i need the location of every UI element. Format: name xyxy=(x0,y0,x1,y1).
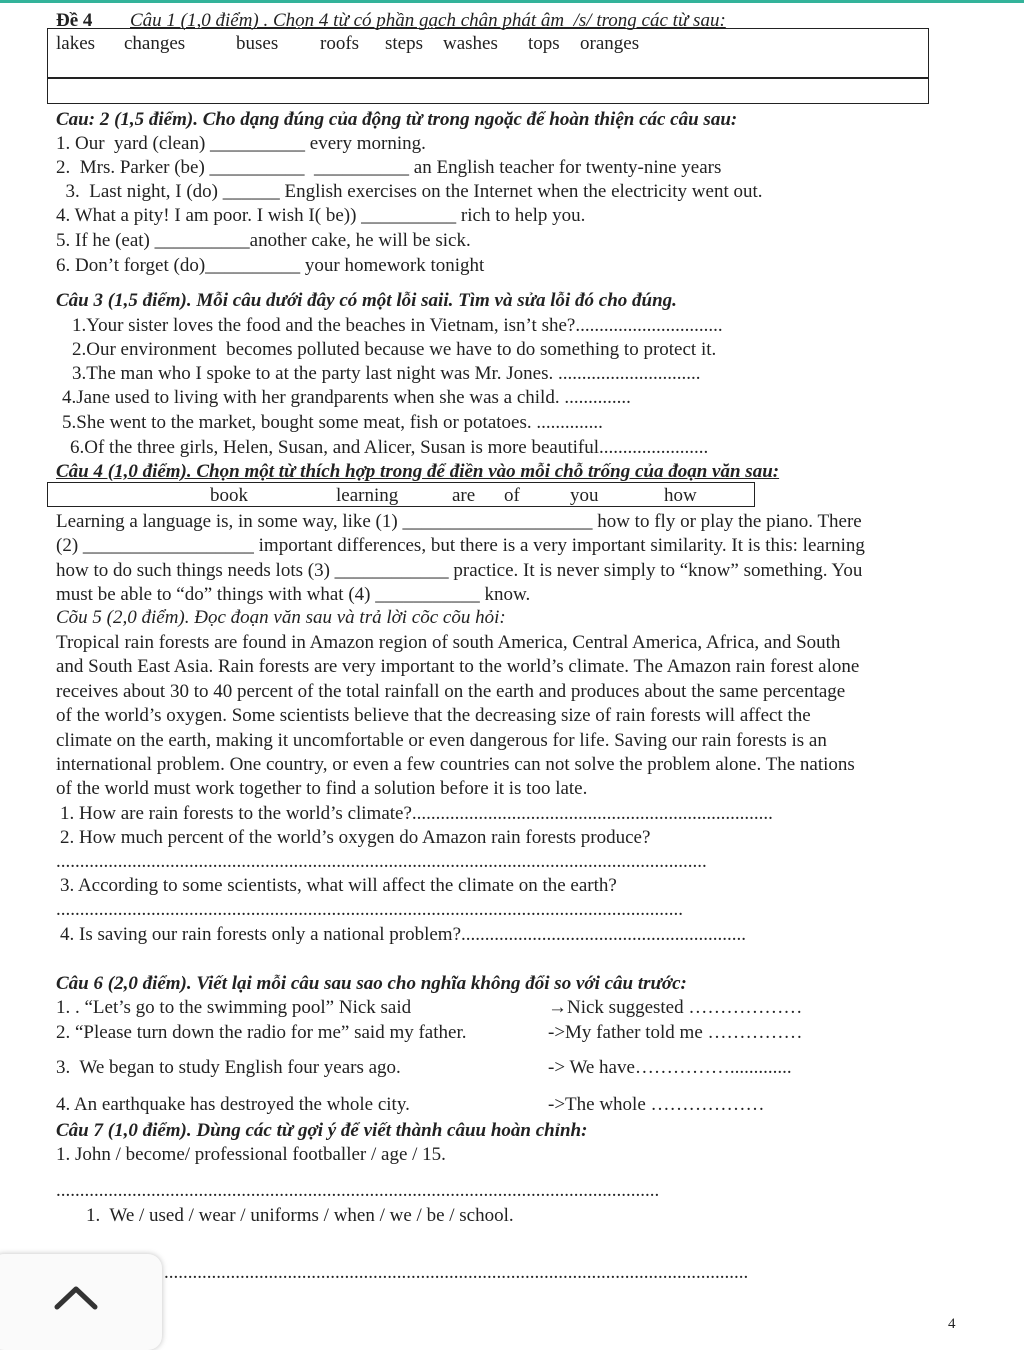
q2-item: 2. Mrs. Parker (be) __________ __________ an English teacher for twenty-nine years xyxy=(56,157,722,178)
q1-word: oranges xyxy=(580,33,640,54)
q6-sentence: 4. An earthquake has destroyed the whole city. xyxy=(56,1094,410,1115)
q3-item: 1.Your sister loves the food and the beaches in Vietnam, isn’t she?............................... xyxy=(72,315,723,336)
q1-word: washes xyxy=(443,33,498,54)
q5-question: 2. How much percent of the world’s oxygen do Amazon rain forests produce? xyxy=(60,827,651,848)
q6-rewrite: →Nick suggested ……………… xyxy=(548,997,803,1018)
q1-heading: Câu 1 (1,0 điểm) . Chọn 4 từ có phần gạch chân phát âm /s/ trong các từ sau: xyxy=(130,10,726,31)
q6-rewrite: ->The whole ……………… xyxy=(548,1094,765,1115)
q4-word: are xyxy=(452,485,476,506)
q1-word: lakes xyxy=(56,33,96,54)
q5-passage-line: of the world must work together to find a solution before it is too late. xyxy=(56,778,588,799)
q4-word-box xyxy=(47,482,755,507)
q4-passage-line: how to do such things needs lots (3) ____________ practice. It is never simply to “know” something. You xyxy=(56,560,863,581)
q3-item: 4.Jane used to living with her grandparents when she was a child. .............. xyxy=(62,387,631,408)
q5-passage-line: of the world’s oxygen. Some scientists believe that the decreasing size of rain forests will affect the xyxy=(56,705,811,726)
q6-rewrite: ->My father told me …………… xyxy=(548,1022,803,1043)
q6-rewrite: -> We have……………............. xyxy=(548,1057,792,1078)
q4-word: you xyxy=(570,485,599,506)
q1-word: buses xyxy=(236,33,279,54)
page-number: 4 xyxy=(948,1316,956,1332)
q3-heading: Câu 3 (1,5 điểm). Mỗi câu dưới đây có một lỗi saii. Tìm và sửa lỗi đó cho đúng. xyxy=(56,290,677,311)
q1-word: roofs xyxy=(320,33,360,54)
q1-word: steps xyxy=(385,33,423,54)
q1-answer-box xyxy=(47,77,929,104)
q5-question: 1. How are rain forests to the world’s climate?............................................................................ xyxy=(60,803,773,824)
q5-passage-line: receives about 30 to 40 percent of the total rainfall on the earth and produces about the same percentage xyxy=(56,681,846,702)
q4-word: learning xyxy=(336,485,399,506)
q2-heading: Cau: 2 (1,5 điểm). Cho dạng đúng của động từ trong ngoặc để hoàn thiện các câu sau: xyxy=(56,109,738,130)
q6-sentence: 3. We began to study English four years ago. xyxy=(56,1057,401,1078)
q6-heading: Câu 6 (2,0 điểm). Viết lại mỗi câu sau sao cho nghĩa không đổi so với câu trước: xyxy=(56,973,687,994)
q5-passage-line: international problem. One country, or even a few countries can not solve the problem alone. The nations xyxy=(56,754,855,775)
q5-answer-dots: .................................................................................................................................... xyxy=(56,899,683,920)
q7-answer-dots: ............................................................................................................................... xyxy=(56,1180,660,1201)
q2-item: 3. Last night, I (do) ______ English exercises on the Internet when the electricity went out. xyxy=(56,181,763,202)
q6-sentence: 2. “Please turn down the radio for me” said my father. xyxy=(56,1022,467,1043)
q4-passage-line: (2) __________________ important differences, but there is a very important similarity. It is this: learning xyxy=(56,535,865,556)
q7-heading: Câu 7 (1,0 điểm). Dùng các từ gợi ý để viết thành câuu hoàn chỉnh: xyxy=(56,1120,588,1141)
test-number: Đề 4 xyxy=(56,10,93,31)
q4-heading: Câu 4 (1,0 điểm). Chọn một từ thích hợp trong để điền vào mỗi chỗ trống của đoạn văn sau: xyxy=(56,461,780,482)
q3-item: 2.Our environment becomes polluted because we have to do something to protect it. xyxy=(72,339,717,360)
q2-item: 6. Don’t forget (do)__________ your homework tonight xyxy=(56,255,485,276)
q2-item: 5. If he (eat) __________another cake, he will be sick. xyxy=(56,230,471,251)
top-accent-line xyxy=(0,0,1024,3)
q7-item: 1. John / become/ professional footballer / age / 15. xyxy=(56,1144,446,1165)
q3-item: 6.Of the three girls, Helen, Susan, and Alicer, Susan is more beautiful....................... xyxy=(70,437,709,458)
q5-question: 4. Is saving our rain forests only a national problem?............................................................ xyxy=(60,924,747,945)
chevron-up-icon xyxy=(54,1284,98,1310)
q5-answer-dots: ......................................................................................................................................... xyxy=(56,851,707,872)
q1-word: changes xyxy=(124,33,186,54)
scroll-to-top-button[interactable] xyxy=(0,1254,162,1350)
q5-passage-line: and South East Asia. Rain forests are very important to the world’s climate. The Amazon rain forest alone xyxy=(56,656,860,677)
q5-heading: Cõu 5 (2,0 điểm). Đọc đoạn văn sau và trả lời cõc cõu hỏi: xyxy=(56,607,506,628)
q7-item: 1. We / used / wear / uniforms / when / we / be / school. xyxy=(86,1205,514,1226)
q1-word: tops xyxy=(528,33,560,54)
q4-word: book xyxy=(210,485,248,506)
q2-item: 4. What a pity! I am poor. I wish I( be)) __________ rich to help you. xyxy=(56,205,586,226)
q3-item: 5.She went to the market, bought some meat, fish or potatoes. .............. xyxy=(62,412,603,433)
q4-passage-line: must be able to “do” things with what (4) ___________ know. xyxy=(56,584,531,605)
q5-passage-line: Tropical rain forests are found in Amazon region of south America, Central America, Africa, and South xyxy=(56,632,841,653)
q5-passage-line: climate on the earth, making it uncomfortable or even dangerous for life. Saving our rain forests is an xyxy=(56,730,827,751)
q4-word: of xyxy=(504,485,520,506)
q6-sentence: 1. . “Let’s go to the swimming pool” Nick said xyxy=(56,997,412,1018)
q2-item: 1. Our yard (clean) __________ every morning. xyxy=(56,133,426,154)
q5-question: 3. According to some scientists, what will affect the climate on the earth? xyxy=(60,875,617,896)
q4-passage-line: Learning a language is, in some way, like (1) ____________________ how to fly or play the piano. There xyxy=(56,511,862,532)
q3-item: 3.The man who I spoke to at the party last night was Mr. Jones. .............................. xyxy=(72,363,701,384)
q4-word: how xyxy=(664,485,697,506)
q7-answer-dots: ........................................................................................................................... xyxy=(164,1262,749,1283)
